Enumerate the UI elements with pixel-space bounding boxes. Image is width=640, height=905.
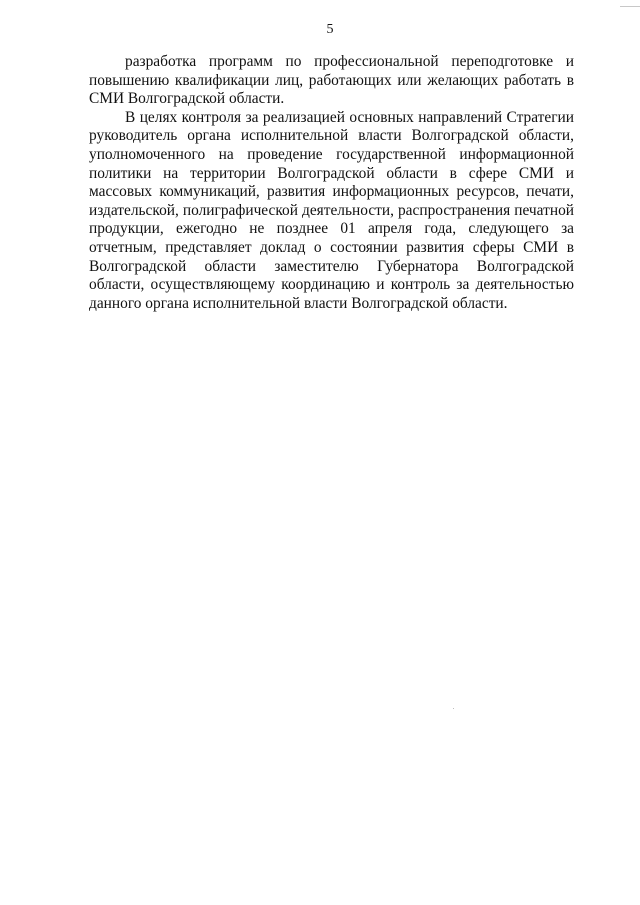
paragraph-training-programs: разработка программ по профессиональной переподготовке и повышению квалификации лиц, работающих или желающих работать в СМИ Волгоградской области. — [89, 53, 574, 108]
scan-edge-mark — [620, 0, 640, 7]
paragraph-strategy-control: В целях контроля за реализацией основных направлений Стратегии руководитель органа исполнительной власти Волгоградской области, уполномоченного на проведение государственной информационной политики на территории Волгоградской области в сфере СМИ и массовых коммуникаций, развития информационных ресурсов, печати, издательской, полиграфической деятельности, распространения печатной продукции, ежегодно не позднее 01 апреля года, следующего за отчетным, представляет доклад о состоянии развития сферы СМИ в Волгоградской области заместителю Губернатора Волгоградской области, осуществляющему координацию и контроль за деятельностью данного органа исполнительной власти Волгоградской области. — [89, 108, 574, 312]
document-body — [89, 53, 574, 313]
scan-speck — [453, 708, 454, 709]
page-number: 5 — [326, 22, 334, 37]
